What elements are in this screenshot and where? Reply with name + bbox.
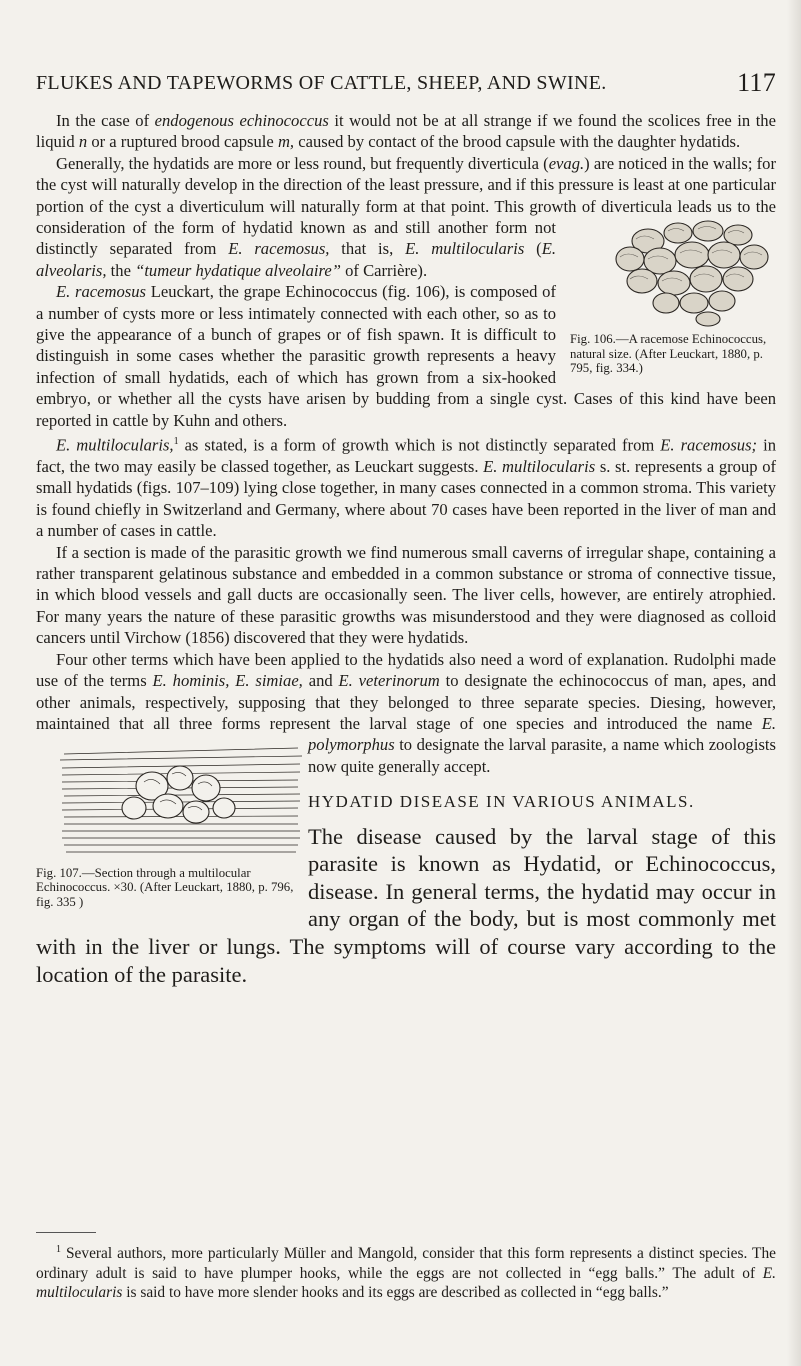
paragraph: Generally, the hydatids are more or less round, but frequently diverticula (evag.) are noticed in the walls; for the cyst will naturally develop in the direction of the least pressure, and if this pressure is least at one particular portion of the cyst a diverticulum will naturally form at that point. This growth of diverticula leads us to the consideration of the form of hydatid known as Fig. 106.—A racemose Echinococcus, natural size. (After Leuckart, 1880, p. 795, fig. 334.) and still another form not distinctly separated from E. racemosus, that is, E. multilocularis (E. alveolaris, the “tumeur hydatique alveolaire” of Carrière).: [36, 153, 776, 281]
footnote: $^1$ Several authors, more particularly Müller and Mangold, consider that this form represents a distinct species. The ordinary adult is said to have plumper hooks, while the eggs are not collected in “egg balls.” The adult of E. multilocularis is said to have more slender hooks and its eggs are described as collected in “egg balls.”: [36, 1244, 776, 1302]
paragraph: Four other terms which have been applied to the hydatids also need a word of explanation. Rudolphi made use of the terms E. hominis, E. simiae, and E. veterinorum to designate the echinococcus of man, apes, and other animals, respectively, supposing that they belonged to three separate species. Diesing, however, maintained that all three forms represent the larval stage of one species and introduced the name Fig. 107.—Section through a multilocular Echinococcus. ×30. (After Leuckart, 1880, p. 796, fig. 335 ) E. polymorphus to designate the larval parasite, a name which zoologists now quite generally accept.: [36, 649, 776, 909]
racemose-echinococcus-illustration: [590, 219, 790, 327]
running-title: FLUKES AND TAPEWORMS OF CATTLE, SHEEP, AND SWINE.: [36, 72, 607, 94]
multilocular-echinococcus-section-illustration: [56, 742, 306, 860]
page-number: 117: [737, 68, 776, 97]
paragraph: In the case of endogenous echinococcus it would not be at all strange if we found the scolices free in the liquid n or a ruptured brood capsule m, caused by contact of the brood capsule with the daughter hydatids.: [36, 111, 776, 152]
main-text: [36, 110, 776, 988]
figure-107: [36, 742, 294, 909]
figure-107-caption: Fig. 107.—Section through a multilocular Echinococcus. ×30. (After Leuckart, 1880, p. 796, fig. 335 ): [36, 865, 294, 909]
footnote-marker: 1: [173, 436, 179, 448]
paragraph: If a section is made of the parasitic growth we find numerous small caverns of irregular shape, containing a rather transparent gelatinous substance and embedded in a common substance or stroma of connective tissue, in which blood vessels and gall ducts are occasionally seen. The liver cells, however, are entirely atrophied. For many years the nature of these parasitic growths was misunderstood and they were diagnosed as colloid cancers until Virchow (1856) discovered that they were hydatids.: [36, 542, 776, 648]
footnote-number: 1: [56, 1244, 61, 1255]
page-edge-shadow: [787, 0, 801, 1366]
footnote-rule: [36, 1232, 96, 1233]
paragraph: E. multilocularis,$^1$ as stated, is a form of growth which is not distinctly separated from E. racemosus; in fact, the two may easily be classed together, as Leuckart suggests. E. multilocularis s. st. represents a group of small hydatids (figs. 107–109) lying close together, in many cases connected in a common stroma. This variety is found chiefly in Switzerland and Germany, where about 70 cases have been reported in the liver of man and a number of cases in cattle.: [36, 435, 777, 541]
figure-106: [570, 219, 776, 376]
paragraph: E. racemosus Leuckart, the grape Echinococcus (fig. 106), is composed of a number of cysts more or less intimately connected with each other, so as to give the appearance of a bunch of grapes or of fish spawn. It is difficult to distinguish in some cases whether the parasitic growth represents a heavy infection of small hydatids, each of which has grown from a six-hooked embryo, or whether all the cysts have arisen by budding from a single cyst. Cases of this kind have been reported in cattle by Kuhn and others.: [36, 282, 776, 430]
section-heading: HYDATID DISEASE IN VARIOUS ANIMALS.: [308, 792, 695, 812]
figure-106-caption: Fig. 106.—A racemose Echinococcus, natural size. (After Leuckart, 1880, p. 795, fig. 334.): [570, 332, 767, 376]
paragraph-large: The disease caused by the larval stage of this parasite is known as Hydatid, or Echinococcus, disease. In general terms, the hydatid may occur in any organ of the body, but is most commonly met with in the liver or lungs. The symptoms will of course vary according to the location of the parasite.: [36, 823, 776, 987]
